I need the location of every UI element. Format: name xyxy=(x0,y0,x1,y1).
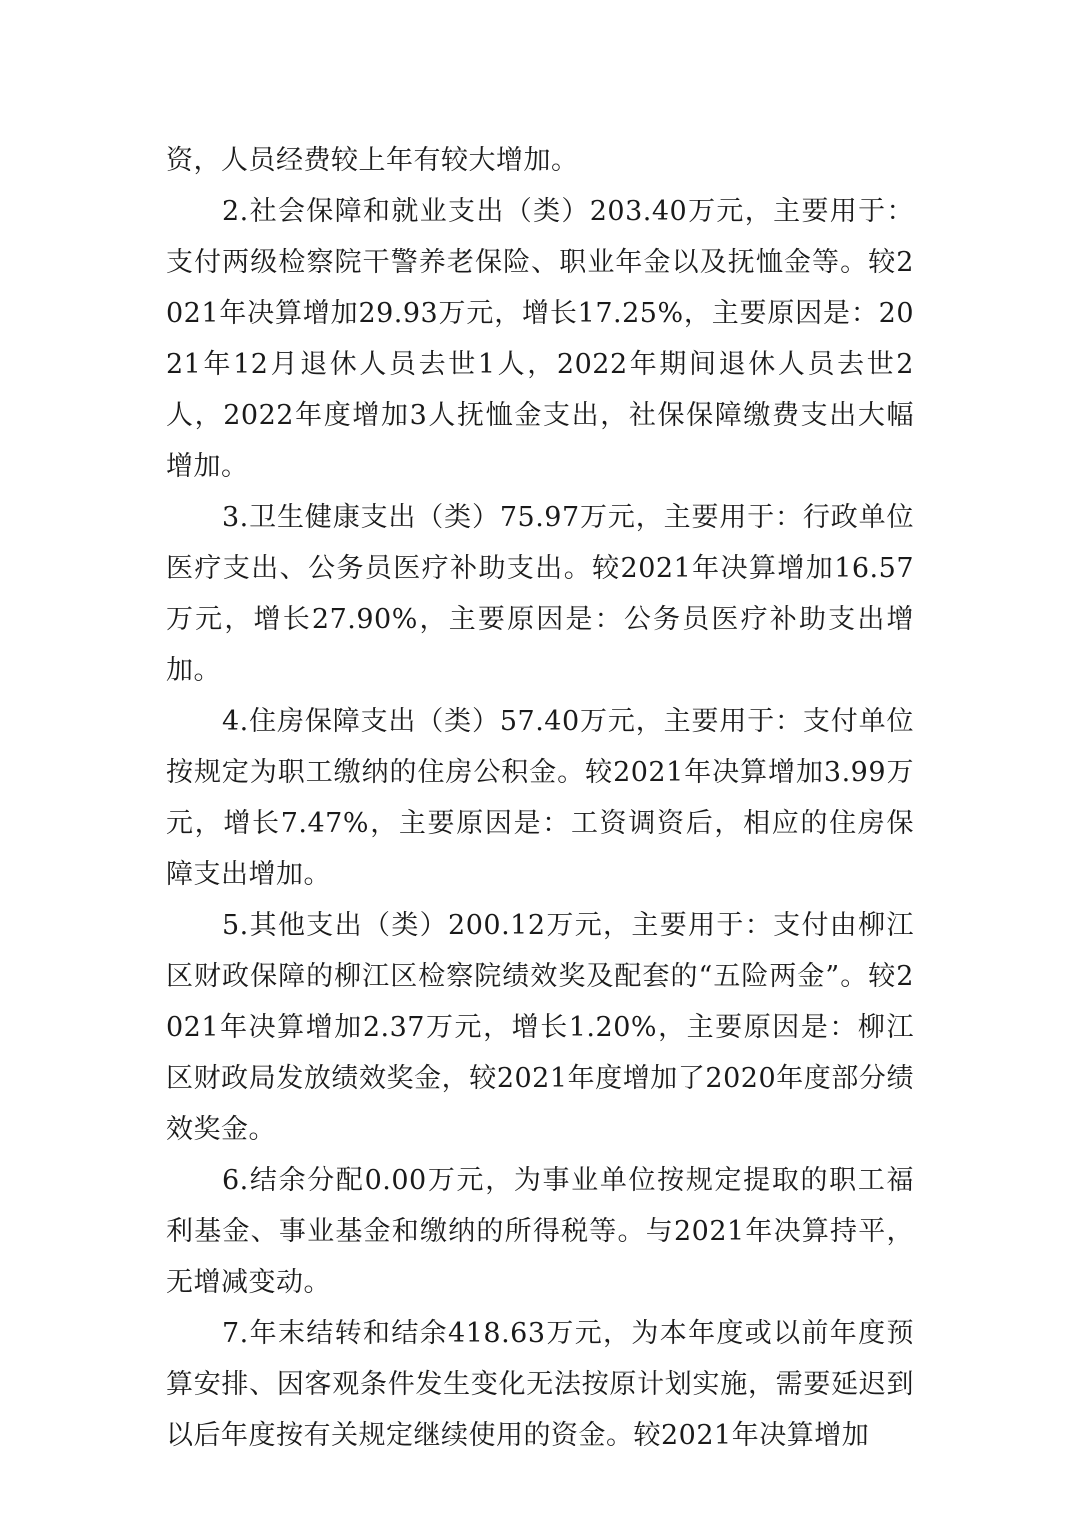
paragraph-housing: 4.住房保障支出（类）57.40万元，主要用于：支付单位按规定为职工缴纳的住房公积金。较2021年决算增加3.99万元，增长7.47%，主要原因是：工资调资后，相应的住房保障支出增加。 xyxy=(166,706,914,890)
paragraph-other-expenditure: 5.其他支出（类）200.12万元，主要用于：支付由柳江区财政保障的柳江区检察院绩效奖及配套的“五险两金”。较2021年决算增加2.37万元，增长1.20%，主要原因是：柳江区财政局发放绩效奖金，较2021年度增加了2020年度部分绩效奖金。 xyxy=(166,910,914,1145)
paragraph-continuation: 资，人员经费较上年有较大增加。 xyxy=(166,145,579,176)
document-body xyxy=(166,135,914,1461)
paragraph-surplus-distribution: 6.结余分配0.00万元，为事业单位按规定提取的职工福利基金、事业基金和缴纳的所得税等。与2021年决算持平，无增减变动。 xyxy=(166,1165,914,1298)
paragraph-health: 3.卫生健康支出（类）75.97万元，主要用于：行政单位医疗支出、公务员医疗补助支出。较2021年决算增加16.57万元，增长27.90%，主要原因是：公务员医疗补助支出增加。 xyxy=(166,502,914,686)
paragraph-social-security: 2.社会保障和就业支出（类）203.40万元，主要用于：支付两级检察院干警养老保险、职业年金以及抚恤金等。较2021年决算增加29.93万元，增长17.25%，主要原因是：2021年12月退休人员去世1人，2022年期间退休人员去世2人，2022年度增加3人抚恤金支出，社保保障缴费支出大幅增加。 xyxy=(166,196,914,482)
paragraph-year-end-carryover: 7.年末结转和结余418.63万元，为本年度或以前年度预算安排、因客观条件发生变化无法按原计划实施，需要延迟到以后年度按有关规定继续使用的资金。较2021年决算增加 xyxy=(166,1318,914,1451)
